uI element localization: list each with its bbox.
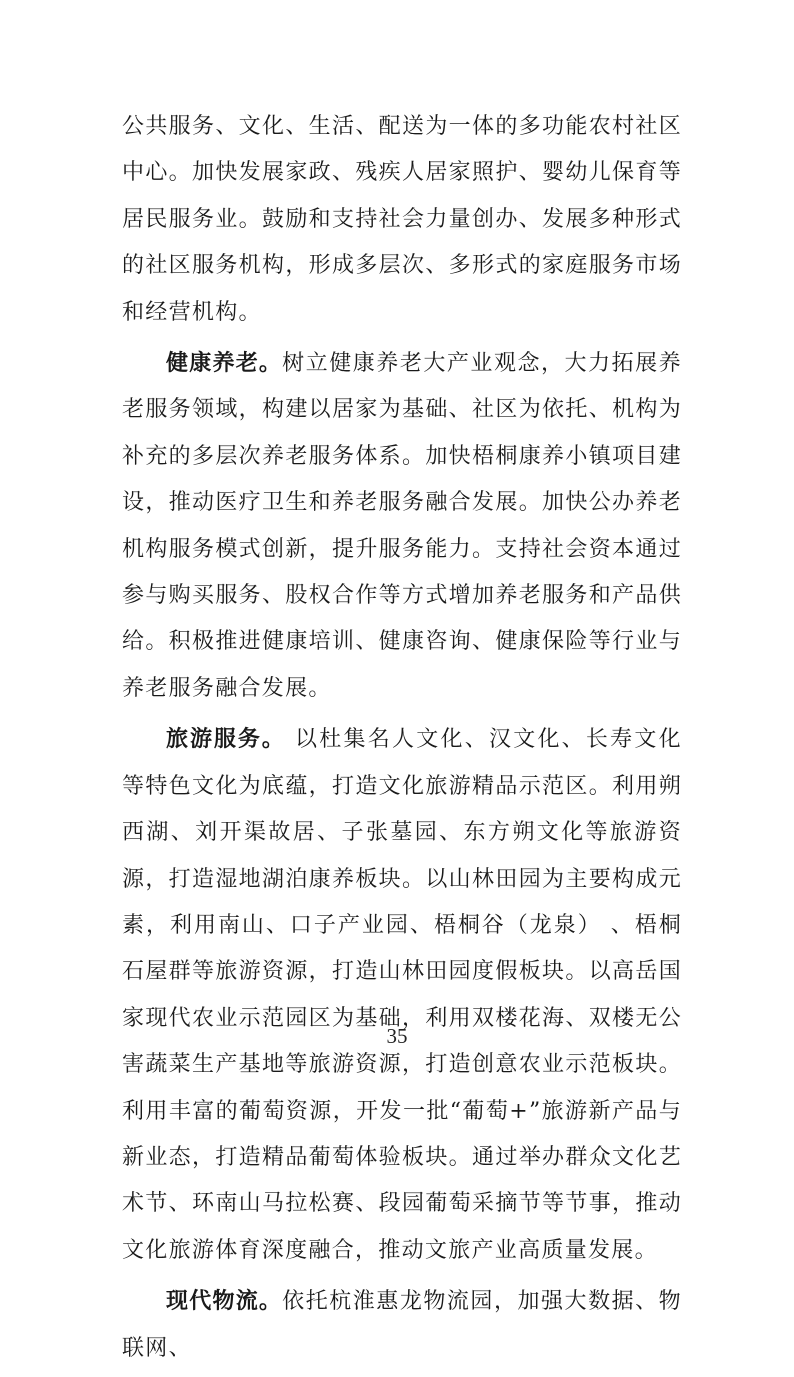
page-number: 35 (386, 1024, 408, 1048)
paragraph-community-services (122, 104, 682, 336)
paragraph-modern-logistics (122, 1279, 682, 1372)
section-heading-tourism-services: 旅游服务。 (166, 727, 286, 753)
paragraph-tourism-services (122, 717, 682, 1274)
paragraph-text: 依托杭淮惠龙物流园，加强大数据、物联网、 (122, 1289, 682, 1361)
paragraph-text: 树立健康养老大产业观念，大力拓展养老服务领域，构建以居家为基础、社区为依托、机构为补充的多层次养老服务体系。加快梧桐康养小镇项目建设，推动医疗卫生和养老服务融合发展。加快公办养老机构服务模式创新，提升服务能力。支持社会资本通过参与购买服务、股权合作等方式增加养老服务和产品供给。积极推进健康培训、健康咨询、健康保险等行业与养老服务融合发展。 (122, 351, 682, 701)
section-heading-health-elderly-care: 健康养老。 (166, 351, 283, 377)
page-body (122, 104, 682, 1377)
section-heading-modern-logistics: 现代物流。 (166, 1289, 283, 1315)
paragraph-text: 以杜集名人文化、汉文化、长寿文化等特色文化为底蕴，打造文化旅游精品示范区。利用朔西湖、刘开渠故居、子张墓园、东方朔文化等旅游资源，打造湿地湖泊康养板块。以山林田园为主要构成元素，利用南山、口子产业园、梧桐谷（龙泉） 、梧桐石屋群等旅游资源，打造山林田园度假板块。以高岳国家现代农业示范园区为基础，利用双楼花海、双楼无公害蔬菜生产基地等旅游资源，打造创意农业示范板块。利用丰富的葡萄资源，开发一批“葡萄+”旅游新产品与新业态，打造精品葡萄体验板块。通过举办群众文化艺术节、环南山马拉松赛、段园葡萄采摘节等节事，推动文化旅游体育深度融合，推动文旅产业高质量发展。 (122, 727, 682, 1263)
paragraph-health-elderly-care (122, 341, 682, 712)
paragraph-text: 公共服务、文化、生活、配送为一体的多功能农村社区中心。加快发展家政、残疾人居家照护、婴幼儿保育等居民服务业。鼓励和支持社会力量创办、发展多种形式的社区服务机构，形成多层次、多形式的家庭服务市场和经营机构。 (122, 114, 682, 325)
